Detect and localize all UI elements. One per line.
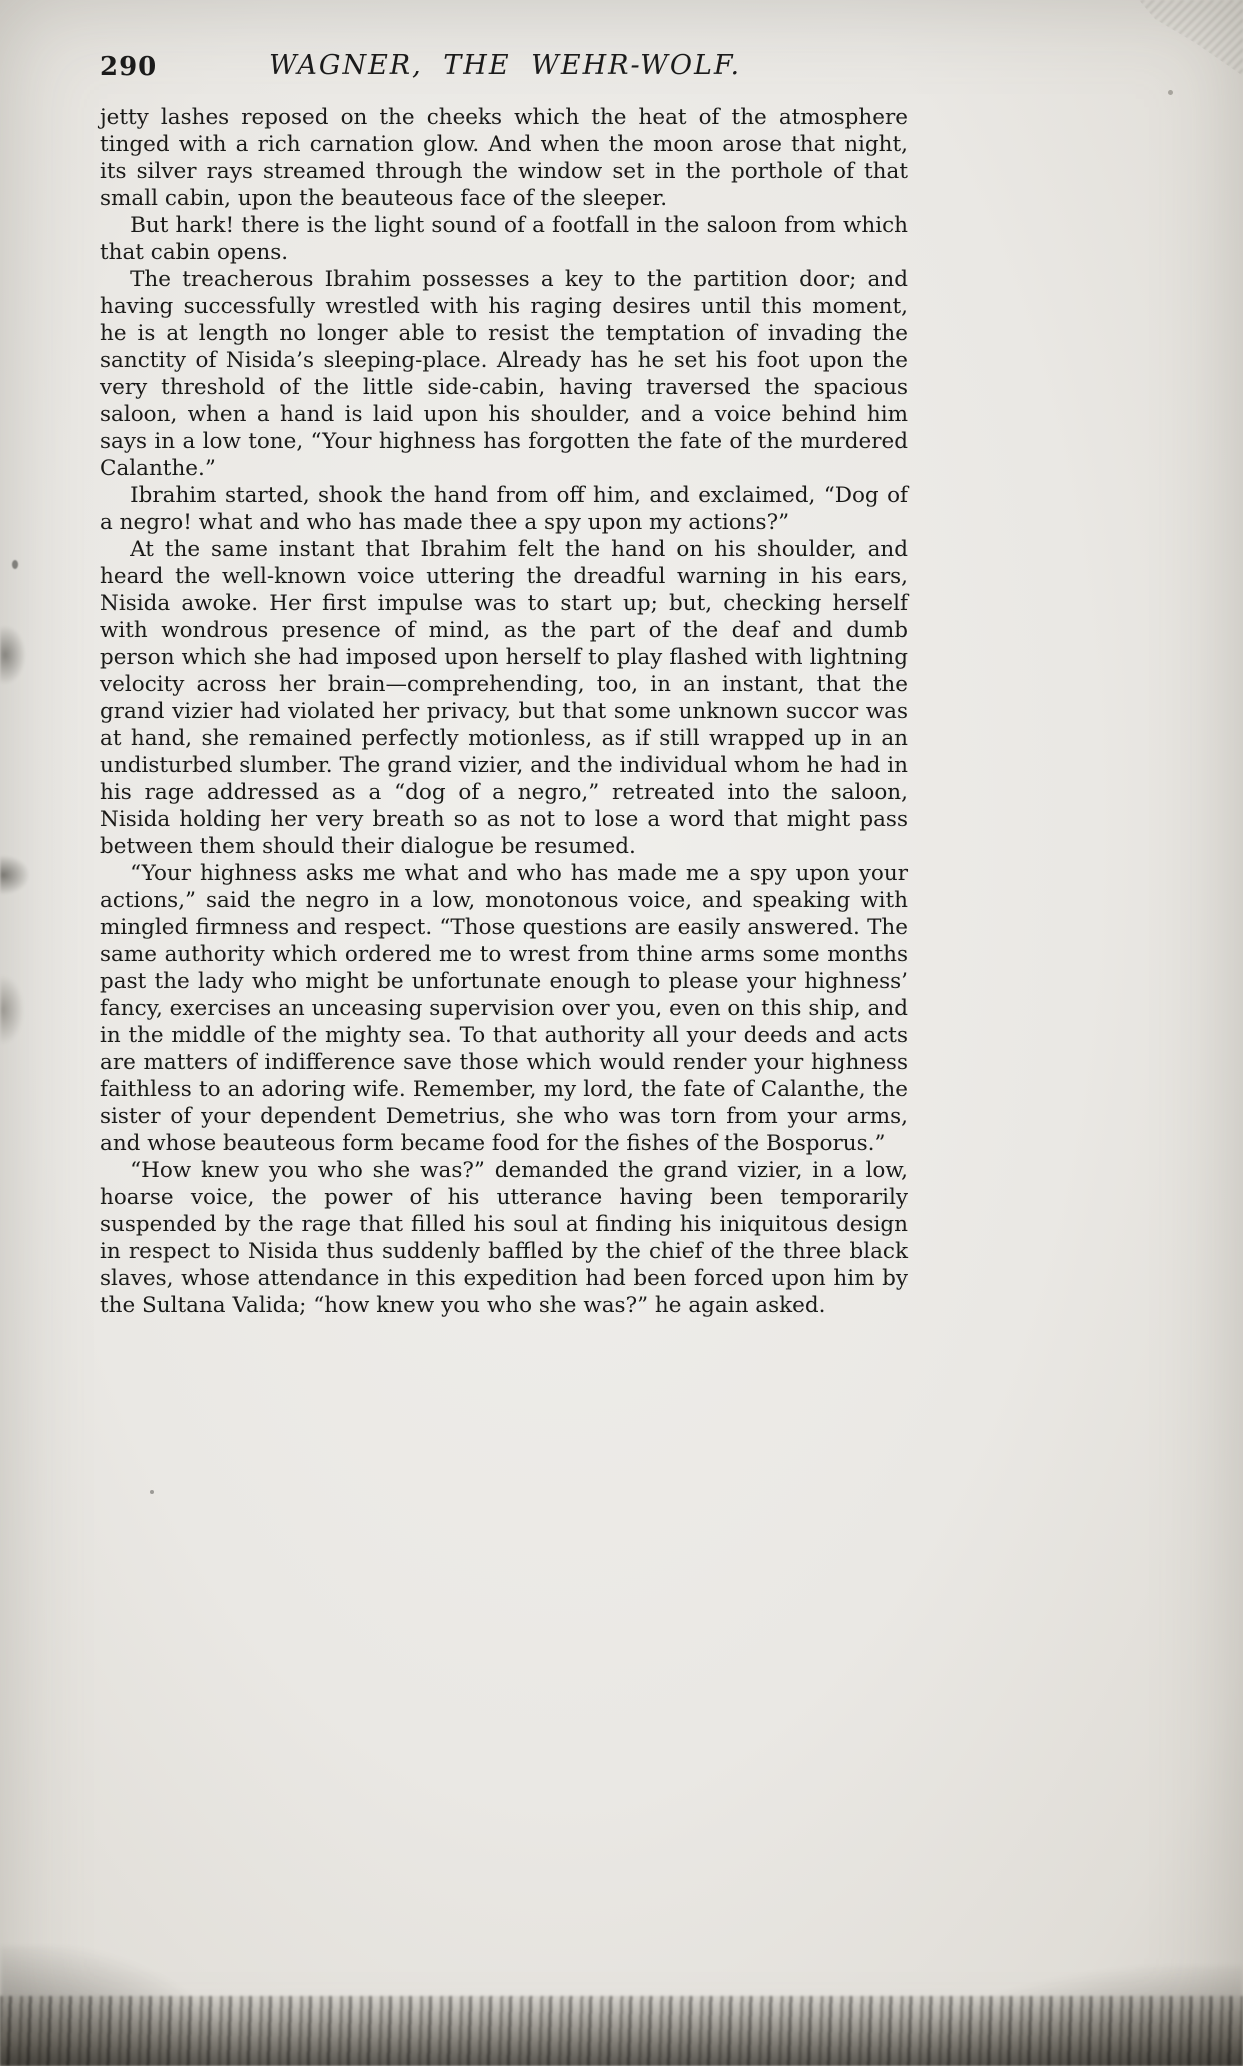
scan-smudge-left-margin-1	[0, 625, 26, 685]
paragraph-1: jetty lashes reposed on the cheeks which the heat of the atmosphere tinged with a rich carnation glow. And when the moon arose that night, its silver rays streamed through the window set in the porthole of that small cabin, upon the beauteous face of the sleeper.	[100, 105, 908, 211]
page-text-block	[100, 104, 908, 1319]
scan-speck-1	[12, 560, 18, 569]
scan-speck-2	[150, 1490, 154, 1494]
paragraph-7: “How knew you who she was?” demanded the grand vizier, in a low, hoarse voice, the power of his utterance having been temporarily suspended by the rage that filled his soul at finding his iniquitous design in respect to Nisida thus suddenly baffled by the chief of the three black slaves, whose attendance in this expedition had been forced upon him by the Sultana Valida; “how knew you who she was?” he again asked.	[100, 1158, 908, 1318]
scan-smudge-left-margin-2	[0, 855, 30, 895]
scan-speck-3	[1168, 90, 1173, 95]
scan-smudge-left-margin-3	[0, 975, 24, 1045]
scan-edge-bottom	[0, 1996, 1243, 2066]
scan-shadow-bottom-left	[0, 1946, 220, 2066]
paragraph-6: “Your highness asks me what and who has made me a spy upon your actions,” said the negro in a low, monotonous voice, and speaking with mingled firmness and respect. “Those questions are easily answered. The same authority which ordered me to wrest from thine arms some months past the lady who might be unfortunate enough to please your highness’ fancy, exercises an unceasing supervision over you, even on this ship, and in the middle of the mighty sea. To that authority all your deeds and acts are matters of indifference save those which would render your highness faithless to an adoring wife. Remember, my lord, the fate of Calanthe, the sister of your dependent Demetrius, she who was torn from your arms, and whose beauteous form became food for the fishes of the Bosporus.”	[100, 861, 908, 1156]
paragraph-2: But hark! there is the light sound of a footfall in the saloon from which that cabin opens.	[100, 213, 908, 265]
page-number: 290	[100, 52, 158, 82]
paragraph-3: The treacherous Ibrahim possesses a key to the partition door; and having successfully wrestled with his raging desires until this moment, he is at length no longer able to resist the temptation of invading the sanctity of Nisida’s sleeping-place. Already has he set his foot upon the very threshold of the little side-cabin, having traversed the spacious saloon, when a hand is laid upon his shoulder, and a voice behind him says in a low tone, “Your highness has forgotten the fate of the murdered Calanthe.”	[100, 267, 908, 481]
scan-smudge-top-right	[1083, 0, 1243, 95]
running-title: WAGNER, THE WEHR-WOLF.	[268, 50, 742, 81]
page-header	[100, 50, 910, 90]
paragraph-5: At the same instant that Ibrahim felt the hand on his shoulder, and heard the well-known voice uttering the dreadful warning in his ears, Nisida awoke. Her first impulse was to start up; but, checking herself with wondrous presence of mind, as the part of the deaf and dumb person which she had imposed upon herself to play flashed with lightning velocity across her brain—comprehending, too, in an instant, that the grand vizier had violated her privacy, but that some unknown succor was at hand, she remained perfectly motionless, as if still wrapped up in an undisturbed slumber. The grand vizier, and the individual whom he had in his rage addressed as a “dog of a negro,” retreated into the saloon, Nisida holding her very breath so as not to lose a word that might pass between them should their dialogue be resumed.	[100, 537, 908, 859]
scan-shadow-bottom-right	[923, 1966, 1243, 2066]
paragraph-4: Ibrahim started, shook the hand from off him, and exclaimed, “Dog of a negro! what and who has made thee a spy upon my actions?”	[100, 483, 908, 535]
